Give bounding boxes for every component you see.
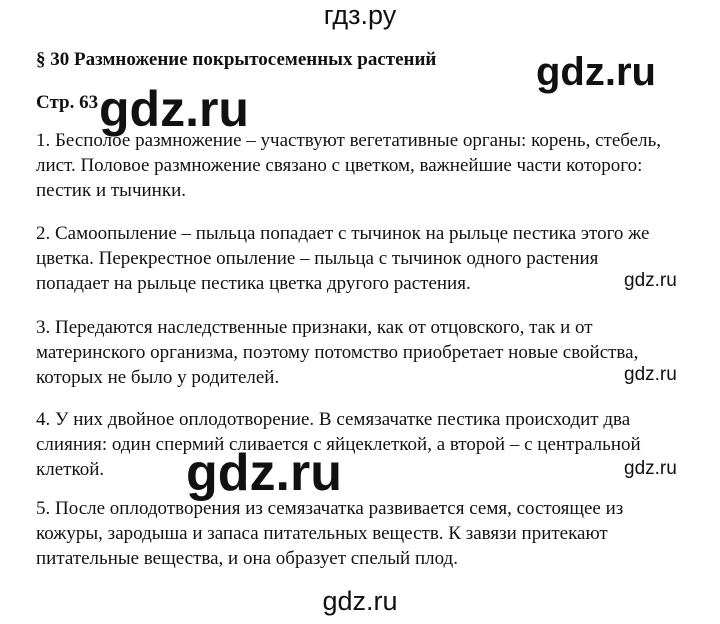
answer-paragraph-4 [36, 407, 706, 482]
answer-paragraph-3 [36, 315, 706, 390]
paragraph-line: лист. Половое размножение связано с цветком, важнейшие части которого: [36, 155, 643, 176]
paragraph-line: 2. Самоопыление – пыльца попадает с тычинок на рыльце пестика этого же [36, 223, 650, 244]
answer-paragraph-5 [36, 496, 706, 571]
paragraph-line: материнского организма, поэтому потомство приобретает новые свойства, [36, 342, 639, 363]
paragraph-line: цветка. Перекрестное опыление – пыльца с тычинок одного растения [36, 248, 599, 269]
paragraph-line: 5. После оплодотворения из семязачатка развивается семя, состоящее из [36, 498, 624, 519]
paragraph-line: клеткой. [36, 459, 105, 480]
paragraph-line: попадает на рыльце пестика цветка другого растения. [36, 273, 471, 294]
watermark-small-3: gdz.ru [624, 458, 677, 479]
paragraph-line: 1. Бесполое размножение – участвуют вегетативные органы: корень, стебель, [36, 130, 662, 151]
paragraph-line: пестик и тычинки. [36, 180, 186, 201]
paragraph-line: 4. У них двойное оплодотворение. В семязачатке пестика происходит два [36, 409, 631, 430]
watermark-large-left: gdz.ru [99, 81, 249, 137]
watermark-small-1: gdz.ru [624, 270, 677, 291]
paragraph-line: 3. Передаются наследственные признаки, как от отцовского, так и от [36, 317, 593, 338]
watermark-large-center: gdz.ru [186, 444, 342, 502]
page-label: Стр. 63 [36, 92, 99, 113]
answer-paragraph-2 [36, 221, 706, 296]
paragraph-line: питательные вещества, и она образует спелый плод. [36, 548, 458, 569]
watermark-small-2: gdz.ru [624, 364, 677, 385]
paragraph-line: кожуры, зародыша и запаса питательных веществ. К завязи притекают [36, 523, 608, 544]
section-heading: § 30 Размножение покрытосеменных растений [36, 49, 437, 70]
answer-paragraph-1 [36, 128, 706, 203]
watermark-bottom: gdz.ru [322, 586, 398, 616]
paragraph-line: слияния: один спермий сливается с яйцеклеткой, а второй – с центральной [36, 434, 641, 455]
watermark-top: гдз.ру [323, 0, 397, 30]
paragraph-line: которых не было у родителей. [36, 367, 280, 388]
watermark-large-right: gdz.ru [536, 50, 656, 94]
